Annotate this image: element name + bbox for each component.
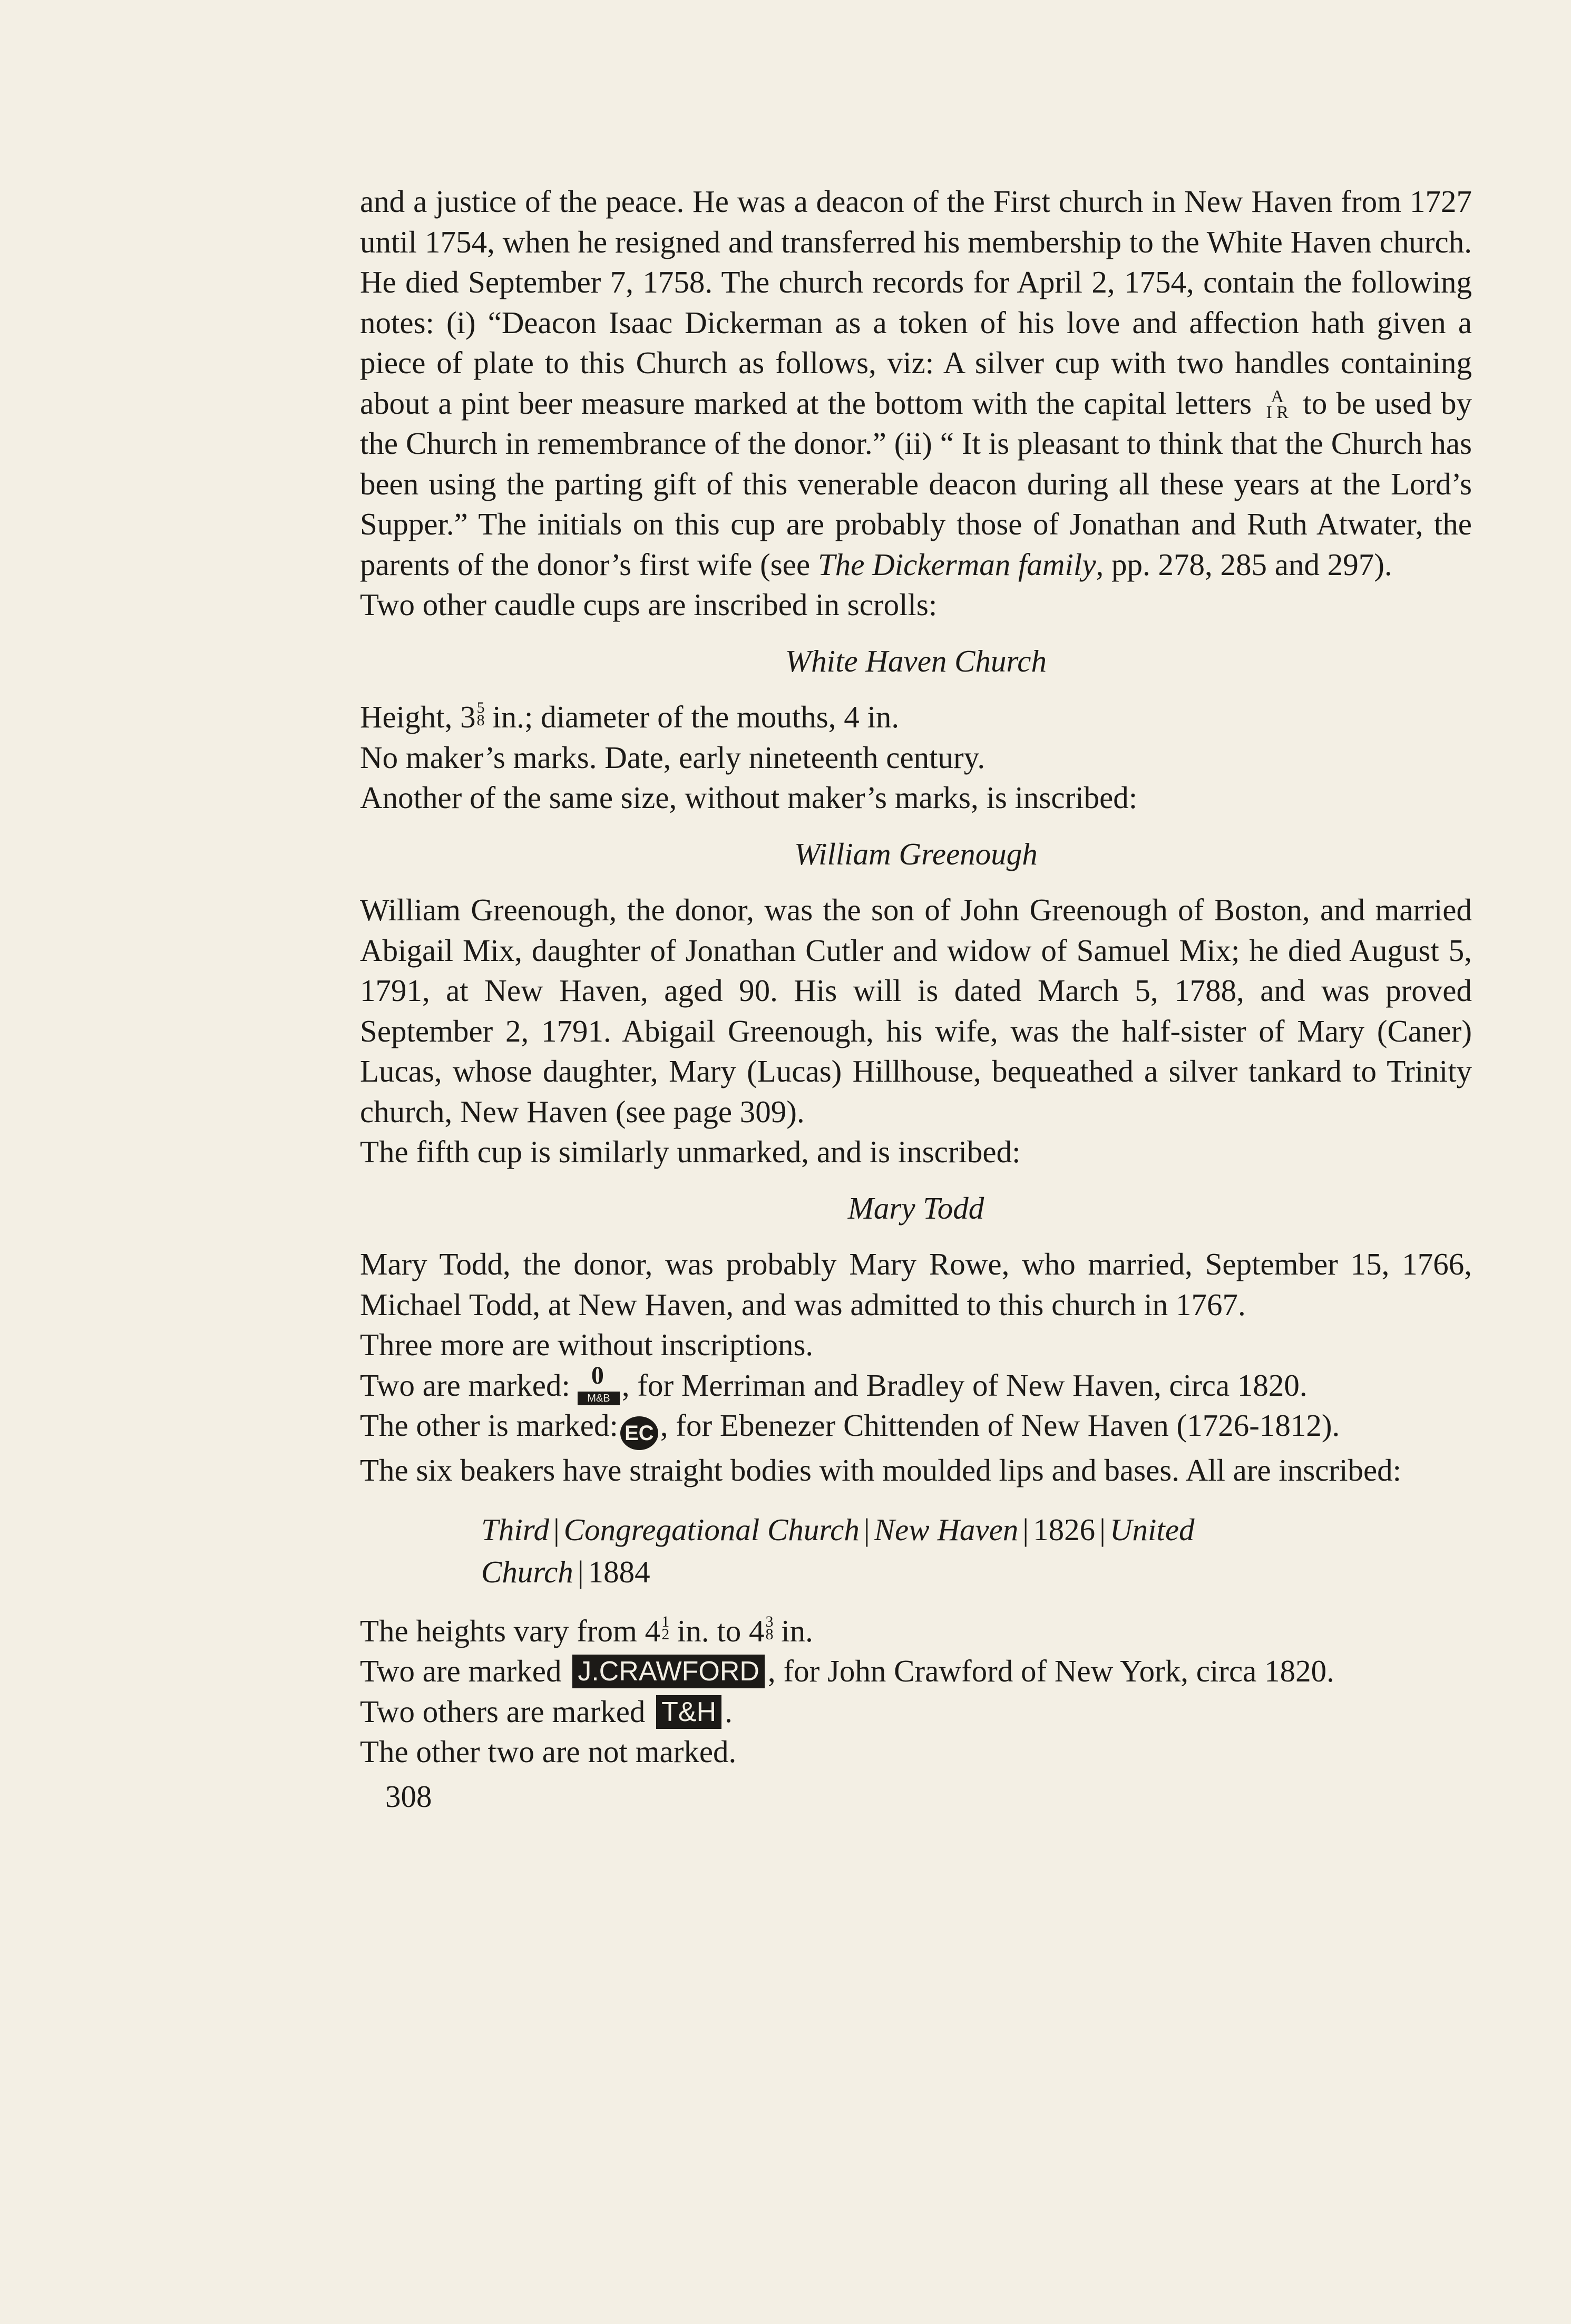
inscription-year: 1884: [588, 1554, 650, 1589]
inscription-greenough: William Greenough: [794, 836, 1038, 871]
inscription-word: Congregational Church: [563, 1512, 860, 1547]
fraction-numerator: 3: [765, 1612, 774, 1630]
inscription-word: New Haven: [874, 1512, 1019, 1547]
book-title: The Dickerman family: [817, 547, 1096, 582]
line-two-other: Two other caudle cups are inscribed in scrolls:: [360, 587, 938, 622]
mb-mark-glyph: 0: [591, 1361, 604, 1389]
ec-maker-mark: EC: [620, 1416, 658, 1450]
line-th: [360, 1691, 1472, 1732]
line-other-marked: [360, 1405, 1472, 1450]
line-not-marked: The other two are not marked.: [360, 1734, 737, 1769]
initials-mark: [1266, 386, 1289, 422]
inscription-word: United: [1109, 1512, 1195, 1547]
heights-fraction-1: [661, 1612, 670, 1643]
crawford-maker-mark: J.CRAWFORD: [572, 1655, 765, 1688]
paragraph-dickerman: [360, 181, 1472, 585]
paragraph-text: , pp. 278, 285 and 297).: [1096, 547, 1392, 582]
inscription-white-haven: White Haven Church: [785, 643, 1047, 678]
mb-maker-mark: [578, 1361, 620, 1405]
paragraph-greenough: William Greenough, the donor, was the son of John Greenough of Boston, and married Abigail Mix, daughter of Jonathan Cutler and widow of Samuel Mix; he died August 5, 1791, at New Haven, aged 90. His will is dated March 5, 1788, and was proved September 2, 1791. Abigail Greenough, his wife, was the half-sister of Mary (Caner) Lucas, whose daughter, Mary (Lucas) Hillhouse, bequeathed a silver tankard to Trinity church, New Haven (see page 309).: [360, 892, 1472, 1129]
mark-text: Two are marked:: [360, 1367, 570, 1403]
inscription-word: Third: [481, 1512, 549, 1547]
mb-mark-label: M&B: [578, 1392, 620, 1405]
paragraph-todd: Mary Todd, the donor, was probably Mary Rowe, who married, September 15, 1766, Michael Todd, at New Haven, and was admitted to this church in 1767.: [360, 1247, 1472, 1322]
line-heights: [360, 1611, 1472, 1651]
line-no-makers: No maker’s marks. Date, early nineteenth century.: [360, 740, 985, 775]
inscription-separator: |: [553, 1512, 560, 1547]
height-text: in.; diameter of the mouths, 4 in.: [484, 699, 900, 734]
inscription-separator: |: [863, 1512, 870, 1547]
initials-top: A: [1271, 386, 1284, 406]
fraction-numerator: 5: [476, 699, 485, 716]
heights-fraction-2: [765, 1612, 774, 1643]
initials-bottom: I R: [1266, 402, 1289, 422]
heights-text: in. to 4: [669, 1613, 765, 1648]
mark-text: Two are marked: [360, 1654, 570, 1688]
height-text: Height, 3: [360, 699, 476, 734]
inscription-separator: |: [1022, 1512, 1029, 1547]
fraction-denominator: 8: [765, 1625, 774, 1643]
paragraph-text: and a justice of the peace. He was a deacon of the First church in New Haven from 1727 until 1754, when he resigned and transferred his membership to the White Haven church. He died September 7, 1758. The church records for April 2, 1754, contain the following notes: (i) “Deacon Isaac Dickerman as a token of his love and affection hath given a piece of plate to this Church as follows, viz: A silver cup with two handles containing about a pint beer measure marked at the bottom with the capital letters: [360, 184, 1472, 421]
fraction-denominator: 2: [661, 1625, 670, 1643]
inscription-word: Church: [481, 1554, 573, 1589]
heights-text: in.: [773, 1613, 813, 1648]
line-crawford: [360, 1651, 1472, 1691]
line-three-more: Three more are without inscriptions.: [360, 1327, 814, 1362]
line-another-same: Another of the same size, without maker’s marks, is inscribed:: [360, 780, 1138, 815]
line-six-beakers: The six beakers have straight bodies with moulded lips and bases. All are inscribed:: [360, 1453, 1402, 1487]
beaker-inscription: [481, 1509, 1472, 1593]
inscription-year: 1826: [1033, 1512, 1096, 1547]
mark-text: , for Ebenezer Chittenden of New Haven (1726-1812).: [660, 1408, 1340, 1443]
paragraph-text: to be used by the Church in remembrance of the donor.” (ii) “ It is pleasant to think that the Church has been using the parting gift of this venerable deacon during all these years at the Lord’s Supper.” The initials on this cup are probably those of Jonathan and Ruth Atwater, the parents of the donor’s first wife (see: [360, 385, 1472, 582]
line-two-marked: [360, 1361, 1472, 1406]
th-maker-mark: T&H: [656, 1695, 721, 1729]
inscription-todd: Mary Todd: [847, 1190, 984, 1226]
fraction-numerator: 1: [661, 1612, 670, 1630]
page-number: 308: [385, 1778, 432, 1814]
line-fifth-cup: The fifth cup is similarly unmarked, and is inscribed:: [360, 1134, 1021, 1169]
mark-text: , for John Crawford of New York, circa 1820.: [767, 1654, 1334, 1688]
fraction-denominator: 8: [476, 712, 485, 729]
line-height: [360, 697, 1472, 737]
height-fraction: [476, 699, 485, 729]
inscription-separator: |: [1099, 1512, 1106, 1547]
mark-text: The other is marked:: [360, 1408, 618, 1443]
mark-text: .: [725, 1694, 733, 1729]
beaker-inscription-line-2: [481, 1551, 1472, 1593]
inscription-separator: |: [577, 1554, 584, 1589]
beaker-inscription-line-1: [481, 1509, 1472, 1551]
page-body: [360, 181, 1472, 1816]
mark-text: , for Merriman and Bradley of New Haven, circa 1820.: [621, 1367, 1307, 1403]
heights-text: The heights vary from 4: [360, 1613, 661, 1648]
mark-text: Two others are marked: [360, 1694, 653, 1729]
